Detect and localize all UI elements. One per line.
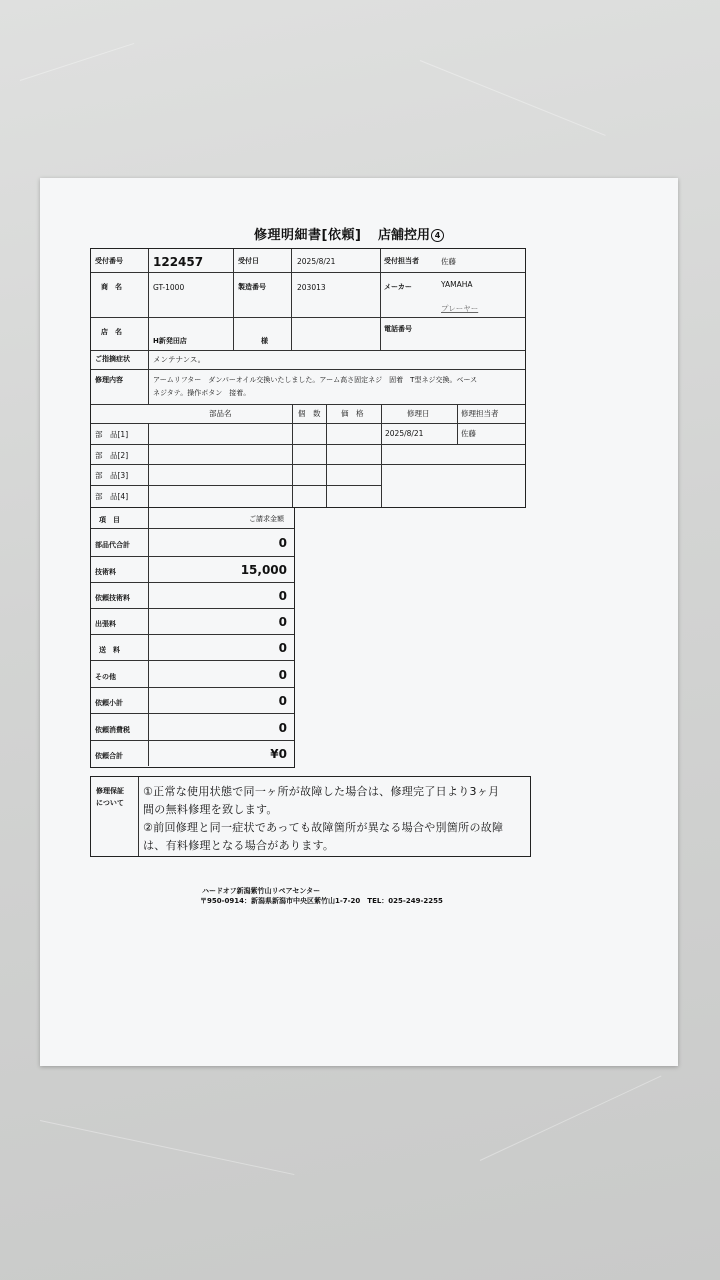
- cost-label: 送 料: [99, 646, 120, 654]
- cost-amount: 0: [278, 615, 287, 629]
- cost-amount-total: ¥0: [270, 747, 287, 761]
- repair-content-label: 修理内容: [95, 376, 123, 384]
- table-rule-horizontal: [91, 444, 381, 445]
- cost-label: 出張料: [95, 620, 116, 628]
- warranty-line: 間の無料修理を致します。: [143, 803, 278, 816]
- cost-amount-header: ご請求金額: [249, 515, 284, 523]
- table-rule-horizontal: [91, 687, 294, 688]
- table-rule-vertical: [291, 249, 292, 350]
- parts-price-header: 価 格: [341, 409, 364, 418]
- table-rule-vertical: [148, 249, 149, 369]
- table-rule-vertical: [457, 404, 458, 444]
- repair-date: 2025/8/21: [385, 429, 424, 438]
- repair-staff-header: 修理担当者: [461, 409, 499, 418]
- store-copy-label: [378, 224, 444, 243]
- cost-item-header: 項 目: [99, 516, 120, 524]
- cost-label: その他: [95, 673, 116, 681]
- warranty-box: [90, 776, 531, 857]
- parts-qty-header: 個 数: [298, 409, 321, 418]
- cost-label: 依頼技術料: [95, 594, 130, 602]
- table-rule-horizontal: [91, 369, 525, 370]
- table-rule-vertical: [233, 249, 234, 350]
- table-rule-horizontal: [91, 713, 294, 714]
- table-rule-horizontal: [91, 556, 294, 557]
- surface-scratch: [20, 43, 134, 81]
- cost-amount: 0: [278, 641, 287, 655]
- cost-label: 部品代合計: [95, 541, 130, 549]
- repair-staff: 佐藤: [461, 429, 476, 438]
- repair-info-table: [90, 248, 526, 508]
- table-rule-horizontal: [91, 740, 294, 741]
- table-rule-horizontal: [91, 608, 294, 609]
- table-rule-horizontal: [91, 528, 294, 529]
- surface-scratch: [420, 60, 606, 136]
- parts-row-label: 部 品[1]: [95, 430, 129, 439]
- reception-no-label: 受付番号: [95, 257, 123, 265]
- warranty-label-line1: 修理保証: [96, 787, 124, 795]
- cost-amount: 0: [278, 668, 287, 682]
- product-name-label: 商 名: [101, 283, 122, 291]
- table-rule-horizontal: [91, 582, 294, 583]
- store-copy-text: 店舗控用: [378, 228, 431, 243]
- table-rule-horizontal: [91, 317, 525, 318]
- reception-date-label: 受付日: [238, 257, 259, 265]
- store-label: 店 名: [101, 328, 122, 336]
- parts-name-header: 部品名: [209, 409, 232, 418]
- table-rule-vertical: [326, 404, 327, 507]
- table-rule-vertical: [292, 404, 293, 507]
- cost-table: [90, 508, 295, 768]
- cost-amount: 15,000: [240, 563, 287, 577]
- parts-row-label: 部 品[3]: [95, 471, 129, 480]
- cost-amount: 0: [278, 589, 287, 603]
- surface-scratch: [480, 1076, 662, 1161]
- warranty-line: ②前回修理と同一症状であっても故障箇所が異なる場合や別箇所の故障: [143, 821, 504, 834]
- surface-scratch: [40, 1120, 295, 1175]
- table-rule-horizontal: [91, 660, 294, 661]
- reception-no: 122457: [153, 255, 204, 269]
- table-rule-horizontal: [91, 464, 381, 465]
- cost-label: 技術料: [95, 568, 116, 576]
- symptom-label: ご指摘症状: [95, 355, 130, 363]
- repair-content-line1: アームリフター ダンパーオイル交換いたしました。アーム高さ固定ネジ 固着 T型ネジ交換。ベース: [153, 376, 478, 384]
- table-rule-vertical: [138, 777, 139, 856]
- warranty-line: は、有料修理となる場合があります。: [143, 839, 335, 852]
- table-rule-horizontal: [91, 404, 525, 405]
- table-rule-vertical: [148, 508, 149, 766]
- company-address: 〒950-0914：新潟県新潟市中央区紫竹山1-7-20 TEL：025-249-2255: [200, 897, 443, 905]
- maker: YAMAHA: [441, 280, 473, 289]
- table-rule-horizontal: [91, 634, 294, 635]
- symptom-text: メンテナンス。: [153, 355, 206, 364]
- table-rule-horizontal: [91, 423, 525, 424]
- serial-label: 製造番号: [238, 283, 266, 291]
- store-suffix: 様: [261, 337, 268, 345]
- cost-label: 依頼小計: [95, 699, 123, 707]
- table-rule-vertical: [381, 404, 382, 507]
- table-rule-horizontal: [91, 272, 525, 273]
- table-rule-horizontal: [381, 444, 525, 445]
- table-rule-horizontal: [91, 350, 525, 351]
- table-rule-vertical: [380, 249, 381, 350]
- cost-label: 依頼合計: [95, 752, 123, 760]
- product-category: プレーヤー: [441, 304, 479, 313]
- warranty-label-line2: について: [96, 799, 124, 807]
- reception-staff: 佐藤: [441, 257, 456, 266]
- document-title: 修理明細書[依頼]: [254, 228, 362, 243]
- table-rule-vertical: [148, 369, 149, 404]
- serial-number: 203013: [297, 283, 326, 292]
- cost-label: 依頼消費税: [95, 726, 130, 734]
- table-rule-horizontal: [91, 485, 381, 486]
- store-name: H新発田店: [153, 337, 187, 345]
- cost-amount: 0: [278, 694, 287, 708]
- product-name: GT-1000: [153, 283, 185, 292]
- warranty-text: [143, 783, 525, 855]
- maker-label: メーカー: [384, 283, 412, 291]
- parts-row-label: 部 品[2]: [95, 451, 129, 460]
- parts-row-label: 部 品[4]: [95, 492, 129, 501]
- repair-date-header: 修理日: [407, 409, 430, 418]
- phone-label: 電話番号: [384, 325, 412, 333]
- repair-content-line2: ネジタテ。操作ボタン 接着。: [153, 389, 251, 397]
- cost-amount: 0: [278, 536, 287, 550]
- copy-number-mark: 4: [431, 229, 444, 242]
- company-name: ハードオフ新潟紫竹山リペアセンター: [202, 887, 321, 895]
- table-rule-horizontal: [381, 464, 525, 465]
- warranty-line: ①正常な使用状態で同一ヶ所が故障した場合は、修理完了日より3ヶ月: [143, 785, 500, 798]
- reception-staff-label: 受付担当者: [384, 257, 419, 265]
- table-rule-vertical: [148, 423, 149, 507]
- reception-date: 2025/8/21: [297, 257, 336, 266]
- cost-amount: 0: [278, 721, 287, 735]
